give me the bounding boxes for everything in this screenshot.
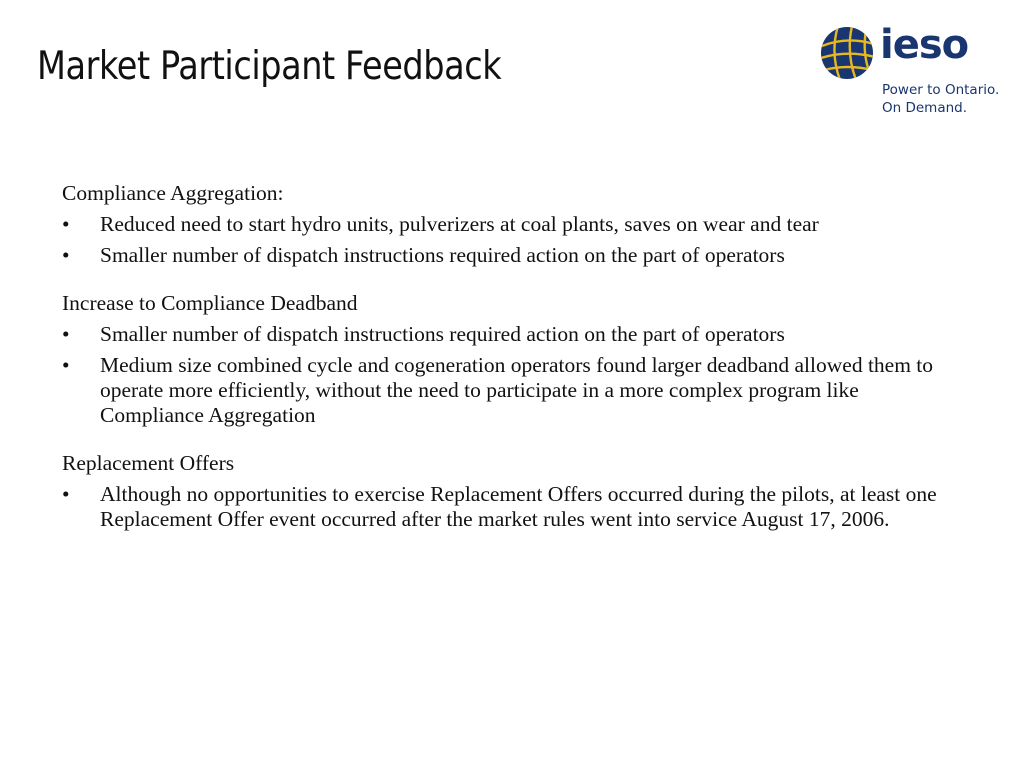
slide-body xyxy=(62,181,962,538)
list-item-text: Although no opportunities to exercise Replacement Offers occurred during the pilots, at least one Replacement Offer event occurred after the market rules went into service August 17, 2006. xyxy=(100,482,937,531)
section-heading: Replacement Offers xyxy=(62,451,235,475)
list-item-text: Smaller number of dispatch instructions required action on the part of operators xyxy=(100,322,785,346)
bullet-list xyxy=(62,212,962,268)
section-replacement-offers xyxy=(62,451,962,532)
bullet-marker: • xyxy=(62,482,70,506)
list-item xyxy=(62,353,962,428)
bullet-list xyxy=(62,322,962,428)
list-item xyxy=(62,243,962,268)
logo-tagline xyxy=(882,81,999,117)
list-item-text: Smaller number of dispatch instructions required action on the part of operators xyxy=(100,243,785,267)
list-item xyxy=(62,482,962,532)
bullet-marker: • xyxy=(62,212,70,236)
list-item xyxy=(62,322,962,347)
bullet-list xyxy=(62,482,962,532)
section-compliance-deadband xyxy=(62,291,962,428)
bullet-marker: • xyxy=(62,243,70,267)
list-item xyxy=(62,212,962,237)
ieso-logo xyxy=(818,24,1018,124)
slide-title: Market Participant Feedback xyxy=(37,44,502,89)
list-item-text: Reduced need to start hydro units, pulverizers at coal plants, saves on wear and tear xyxy=(100,212,819,236)
list-item-text: Medium size combined cycle and cogeneration operators found larger deadband allowed them to operate more efficiently, without the need to participate in a more complex program like Compliance Aggregation xyxy=(100,353,934,427)
bullet-marker: • xyxy=(62,322,70,346)
globe-icon xyxy=(818,24,876,82)
logo-tagline-line1: Power to Ontario. xyxy=(882,82,1000,98)
section-heading: Increase to Compliance Deadband xyxy=(62,291,358,315)
logo-tagline-line2: On Demand. xyxy=(882,100,968,116)
section-heading: Compliance Aggregation: xyxy=(62,181,284,205)
section-compliance-aggregation xyxy=(62,181,962,268)
logo-brand-text: ieso xyxy=(880,22,969,68)
bullet-marker: • xyxy=(62,353,70,377)
